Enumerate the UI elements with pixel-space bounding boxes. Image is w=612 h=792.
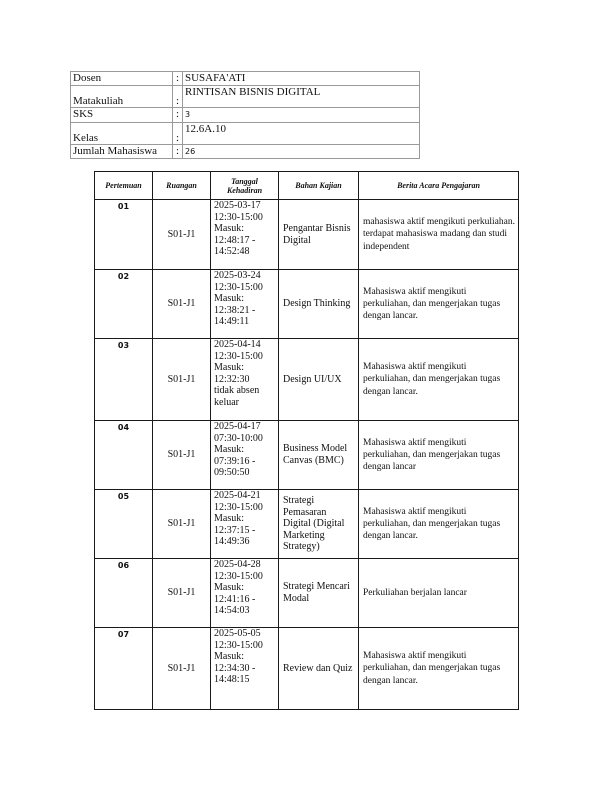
attendance-date <box>211 421 279 490</box>
checkin-label: Masuk: <box>214 362 244 374</box>
meeting-number: 03 <box>95 339 153 421</box>
date-line: 2025-03-17 <box>214 200 261 211</box>
info-value: 26 <box>183 145 420 159</box>
info-value: 3 <box>183 108 420 123</box>
checkout-line: 14:48:15 <box>214 674 250 686</box>
header-berita: Berita Acara Pengajaran <box>359 172 519 200</box>
checkin-line: 12:38:21 - <box>214 304 256 316</box>
meeting-number: 04 <box>95 421 153 490</box>
checkin-line: 12:34:30 - <box>214 662 256 674</box>
checkout-line: 14:49:11 <box>214 316 250 328</box>
checkin-label: Masuk: <box>214 651 244 663</box>
header-bahan: Bahan Kajian <box>279 172 359 200</box>
teaching-report: Mahasiswa aktif mengikuti perkuliahan, dan mengerjakan tugas dengan lancar <box>359 421 519 490</box>
info-value: RINTISAN BISNIS DIGITAL <box>183 86 420 108</box>
table-row <box>95 559 519 628</box>
course-topic: Strategi Pemasaran Digital (Digital Marketing Strategy) <box>279 490 359 559</box>
course-topic: Design UI/UX <box>279 339 359 421</box>
time-line: 12:30-15:00 <box>214 501 263 513</box>
checkin-label: Masuk: <box>214 223 244 235</box>
time-line: 12:30-15:00 <box>214 211 263 223</box>
attendance-table <box>94 171 519 710</box>
time-line: 12:30-15:00 <box>214 350 263 362</box>
info-colon: : <box>173 123 183 145</box>
room: S01-J1 <box>153 559 211 628</box>
teaching-report: Mahasiswa aktif mengikuti perkuliahan, dan mengerjakan tugas dengan lancar. <box>359 628 519 710</box>
teaching-report: Mahasiswa aktif mengikuti perkuliahan, dan mengerjakan tugas dengan lancar. <box>359 270 519 339</box>
teaching-report: Mahasiswa aktif mengikuti perkuliahan, dan mengerjakan tugas dengan lancar. <box>359 490 519 559</box>
header-ruangan: Ruangan <box>153 172 211 200</box>
checkout-line: 09:50:50 <box>214 467 250 479</box>
attendance-date <box>211 270 279 339</box>
checkin-line: 07:39:16 - <box>214 455 256 467</box>
date-line: 2025-04-17 <box>214 421 261 432</box>
teaching-report: mahasiswa aktif mengikuti perkuliahan. terdapat mahasiswa madang dan studi independent <box>359 200 519 270</box>
info-label: Matakuliah <box>71 86 173 108</box>
checkout-line: 14:49:36 <box>214 536 250 548</box>
checkout-note: keluar <box>214 396 239 408</box>
checkin-line: 12:41:16 - <box>214 593 256 605</box>
meeting-number: 07 <box>95 628 153 710</box>
table-row <box>95 490 519 559</box>
info-row-sks <box>71 108 420 123</box>
course-topic: Business Model Canvas (BMC) <box>279 421 359 490</box>
room: S01-J1 <box>153 421 211 490</box>
meeting-number: 05 <box>95 490 153 559</box>
course-topic: Strategi Mencari Modal <box>279 559 359 628</box>
time-line: 12:30-15:00 <box>214 281 263 293</box>
info-row-kelas <box>71 123 420 145</box>
table-row <box>95 200 519 270</box>
info-label: Jumlah Mahasiswa <box>71 145 173 159</box>
info-colon: : <box>173 86 183 108</box>
checkin-line: 12:32:30 <box>214 373 250 385</box>
info-row-jumlah <box>71 145 420 159</box>
info-label: SKS <box>71 108 173 123</box>
course-info-table <box>70 71 420 159</box>
meeting-number: 02 <box>95 270 153 339</box>
date-line: 2025-03-24 <box>214 270 261 281</box>
checkin-line: 12:48:17 - <box>214 234 256 246</box>
teaching-report: Mahasiswa aktif mengikuti perkuliahan, dan mengerjakan tugas dengan lancar. <box>359 339 519 421</box>
teaching-report: Perkuliahan berjalan lancar <box>359 559 519 628</box>
checkin-line: 12:37:15 - <box>214 524 256 536</box>
date-line: 2025-04-14 <box>214 339 261 350</box>
room: S01-J1 <box>153 490 211 559</box>
header-pertemuan: Pertemuan <box>95 172 153 200</box>
date-line: 2025-04-21 <box>214 490 261 501</box>
checkout-line: 14:54:03 <box>214 605 250 617</box>
time-line: 07:30-10:00 <box>214 432 263 444</box>
info-colon: : <box>173 145 183 159</box>
attendance-date <box>211 339 279 421</box>
course-topic: Design Thinking <box>279 270 359 339</box>
checkout-line: 14:52:48 <box>214 246 250 258</box>
time-line: 12:30-15:00 <box>214 639 263 651</box>
attendance-date <box>211 200 279 270</box>
info-label: Kelas <box>71 123 173 145</box>
info-row-matakuliah <box>71 86 420 108</box>
info-value: SUSAFA'ATI <box>183 72 420 86</box>
checkout-note: tidak absen <box>214 385 260 397</box>
attendance-date <box>211 559 279 628</box>
table-row <box>95 628 519 710</box>
info-row-dosen <box>71 72 420 86</box>
header-tanggal: Tanggal Kehadiran <box>211 172 279 200</box>
attendance-header-row <box>95 172 519 200</box>
table-row <box>95 339 519 421</box>
date-line: 2025-05-05 <box>214 628 261 639</box>
time-line: 12:30-15:00 <box>214 570 263 582</box>
meeting-number: 06 <box>95 559 153 628</box>
room: S01-J1 <box>153 270 211 339</box>
table-row <box>95 421 519 490</box>
checkin-label: Masuk: <box>214 444 244 456</box>
info-value: 12.6A.10 <box>183 123 420 145</box>
course-topic: Pengantar Bisnis Digital <box>279 200 359 270</box>
checkin-label: Masuk: <box>214 293 244 305</box>
room: S01-J1 <box>153 628 211 710</box>
course-topic: Review dan Quiz <box>279 628 359 710</box>
room: S01-J1 <box>153 339 211 421</box>
info-label: Dosen <box>71 72 173 86</box>
attendance-date <box>211 628 279 710</box>
info-colon: : <box>173 72 183 86</box>
checkin-label: Masuk: <box>214 513 244 525</box>
date-line: 2025-04-28 <box>214 559 261 570</box>
info-colon: : <box>173 108 183 123</box>
table-row <box>95 270 519 339</box>
room: S01-J1 <box>153 200 211 270</box>
attendance-date <box>211 490 279 559</box>
meeting-number: 01 <box>95 200 153 270</box>
checkin-label: Masuk: <box>214 582 244 594</box>
